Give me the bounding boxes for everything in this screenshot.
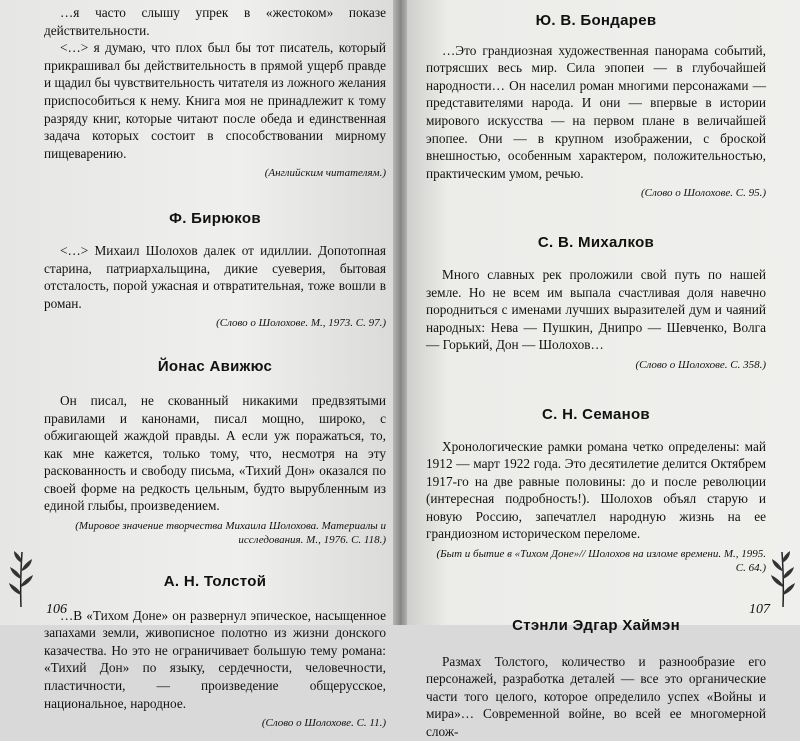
quote-source: (Слово о Шолохове. С. 95.): [641, 187, 766, 200]
quote-source: (Слово о Шолохове. С. 11.): [261, 717, 386, 730]
author-heading: А. Н. Толстой: [163, 573, 267, 591]
quote-paragraph: …я часто слышу упрек в «жестоком» показе действительности.: [44, 5, 386, 38]
wheat-sprig-icon: [6, 547, 36, 607]
quote-paragraph: …Это грандиозная художественная панорама событий, потрясших весь мир. Сила эпопеи — в глубочайшей народности… Он населил роман многими персонажами — представителями народа. И они — впервые в истории мирового искусства — на первом плане в величайшей эпопее. Они — в крупном изображении, с броской внешностью, особенным характером, положительностью, практическим умом, речью.: [426, 42, 766, 181]
quote-source: (Английским читателям.): [264, 167, 386, 180]
author-heading: Ф. Бирюков: [169, 210, 261, 228]
book-gutter: [393, 0, 407, 625]
quote-paragraph: …В «Тихом Доне» он развернул эпическое, насыщенное запахами земли, живописное полотно из жизни донского казачества. Но это не ограничивает большую тему романа: «Тихий Дон» по языку, сердечности, человечности, пластичности, — произведение общерусское, национальное, народное.: [44, 607, 386, 711]
author-heading: С. Н. Семанов: [542, 405, 650, 423]
author-heading: Стэнли Эдгар Хаймэн: [512, 617, 680, 635]
quote-paragraph: <…> я думаю, что плох был бы тот писатель, который прикрашивал бы действительность в прямой ущерб правде и щадил бы чувствительность читателя из ложного желания приспособиться к нему. Книга моя не принадлежит к тому разряду книг, которые читают после обеда и единственная задача которых состоит в способствовании мирному пищеварению.: [44, 40, 386, 161]
wheat-sprig-icon: [768, 547, 798, 607]
right-page: [400, 0, 800, 740]
quote-source: (Слово о Шолохове. М., 1973. С. 97.): [216, 317, 386, 330]
quote-paragraph: Много славных рек проложили свой путь по нашей земле. Но не всем им выпала счастливая доля навечно породниться с именами лучших выразителей дум и чаяний народных: Нева — Пушкин, Днипро — Шевченко, Волга — Горький, Дон — Шолохов…: [426, 266, 766, 353]
quote-paragraph: Он писал, не скованный никакими предвзятыми правилами и канонами, писал мощно, широко, с обжигающей жаждой правды. А если уж поражаться, то, как мне кажется, только тому, что, несмотря на эту раскованность и свободу письма, «Тихий Дон» оказался по своей форме на редкость цельным, будто вырубленным из единой глыбы, произведением.: [44, 392, 386, 514]
author-heading: С. В. Михалков: [537, 234, 655, 252]
author-heading: Ю. В. Бондарев: [535, 12, 657, 29]
quote-source: (Слово о Шолохове. С. 358.): [635, 358, 766, 371]
left-page: [0, 0, 400, 730]
quote-source: (Быт и бытие в «Тихом Доне»// Шолохов на изломе времени. М., 1995. С. 64.): [436, 548, 766, 575]
page-number: 106: [46, 602, 67, 618]
author-heading: Йонас Авижюс: [157, 358, 273, 376]
page-number: 107: [749, 602, 770, 618]
quote-source: (Мировое значение творчества Михаила Шолохова. Материалы и исследования. М., 1976. С. 118.): [75, 520, 386, 547]
quote-paragraph: Размах Толстого, количество и разнообразие его персонажей, разработка деталей — все это органические части того целого, которое определило успех «Войны и мира»… Современной войне, во всей ее многомерной слож-: [426, 653, 766, 740]
quote-paragraph: <…> Михаил Шолохов далек от идиллии. Допотопная старина, патриархальщина, дикие суеверия, бытовая отсталость, порой ужасная и отвратительная, тоже вошли в роман.: [44, 242, 386, 311]
quote-paragraph: Хронологические рамки романа четко определены: май 1912 — март 1922 года. Это десятилетие делится Октябрем 1917-го на две равные половины: до и после революции (интересная подробность!). Шолохов объял старую и новую Россию, запечатлел народную жизнь на ее грандиозном историческом переломе.: [426, 438, 766, 542]
